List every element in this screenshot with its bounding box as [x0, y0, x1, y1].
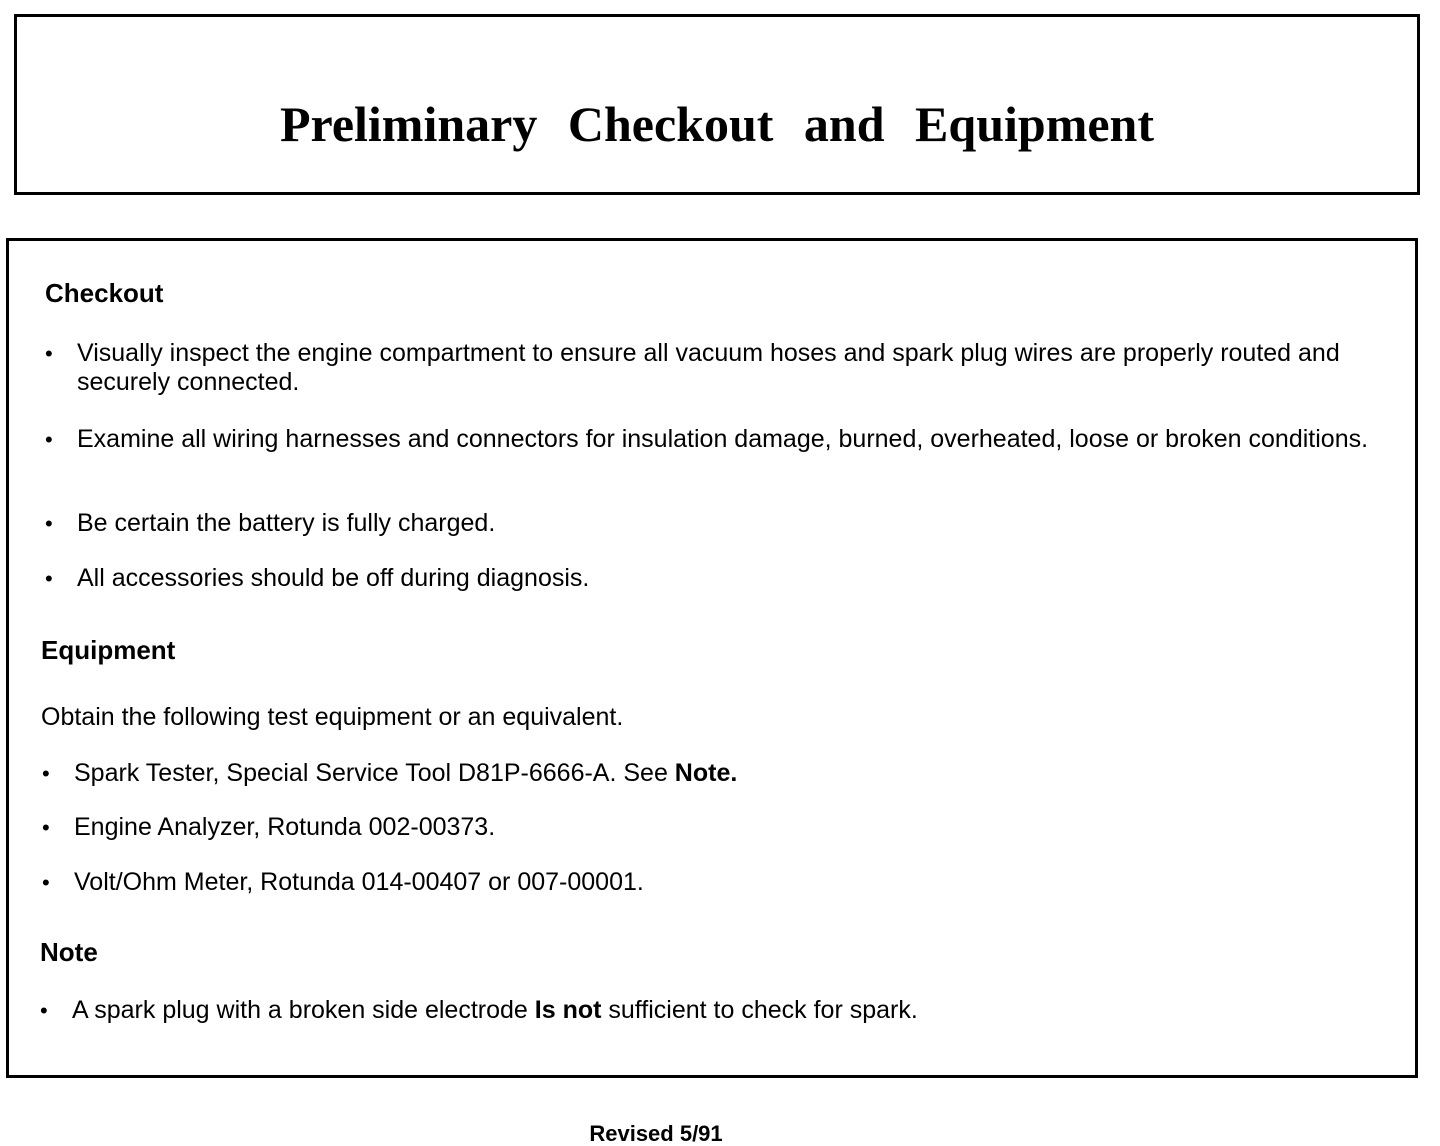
content-box	[6, 238, 1418, 1078]
bullet-icon: •	[42, 870, 50, 895]
bullet-icon: •	[45, 511, 53, 536]
equipment-item: • Volt/Ohm Meter, Rotunda 014-00407 or 007-00001.	[42, 868, 644, 896]
bullet-icon: •	[42, 761, 50, 786]
bullet-icon: •	[45, 341, 53, 366]
checkout-item: • Be certain the battery is fully charged.	[45, 509, 496, 537]
revision-footer: Revised 5/91	[589, 1121, 723, 1146]
bullet-icon: •	[45, 566, 53, 591]
note-item: • A spark plug with a broken side electrode Is not sufficient to check for spark.	[40, 996, 918, 1024]
equipment-item: • Spark Tester, Special Service Tool D81P-6666-A. See Note.	[42, 759, 738, 787]
equipment-intro: Obtain the following test equipment or an equivalent.	[41, 703, 624, 731]
checkout-item: • Examine all wiring harnesses and connectors for insulation damage, burned, overheated, loose or broken conditions.	[45, 425, 1369, 453]
note-emphasis: Is not	[534, 996, 602, 1024]
checkout-heading: Checkout	[45, 278, 164, 308]
title-box	[14, 14, 1420, 195]
note-heading: Note	[40, 937, 98, 967]
bullet-icon: •	[40, 998, 48, 1023]
bullet-icon: •	[45, 427, 53, 452]
bullet-icon: •	[42, 815, 50, 840]
checkout-item: • All accessories should be off during diagnosis.	[45, 564, 590, 592]
page-title: Preliminary Checkout and Equipment	[280, 96, 1154, 152]
note-reference: Note.	[674, 759, 738, 787]
checkout-item: • Visually inspect the engine compartment to ensure all vacuum hoses and spark plug wires are properly routed and securely connected.	[45, 339, 1340, 396]
equipment-item: • Engine Analyzer, Rotunda 002-00373.	[42, 813, 496, 841]
equipment-heading: Equipment	[41, 635, 176, 665]
